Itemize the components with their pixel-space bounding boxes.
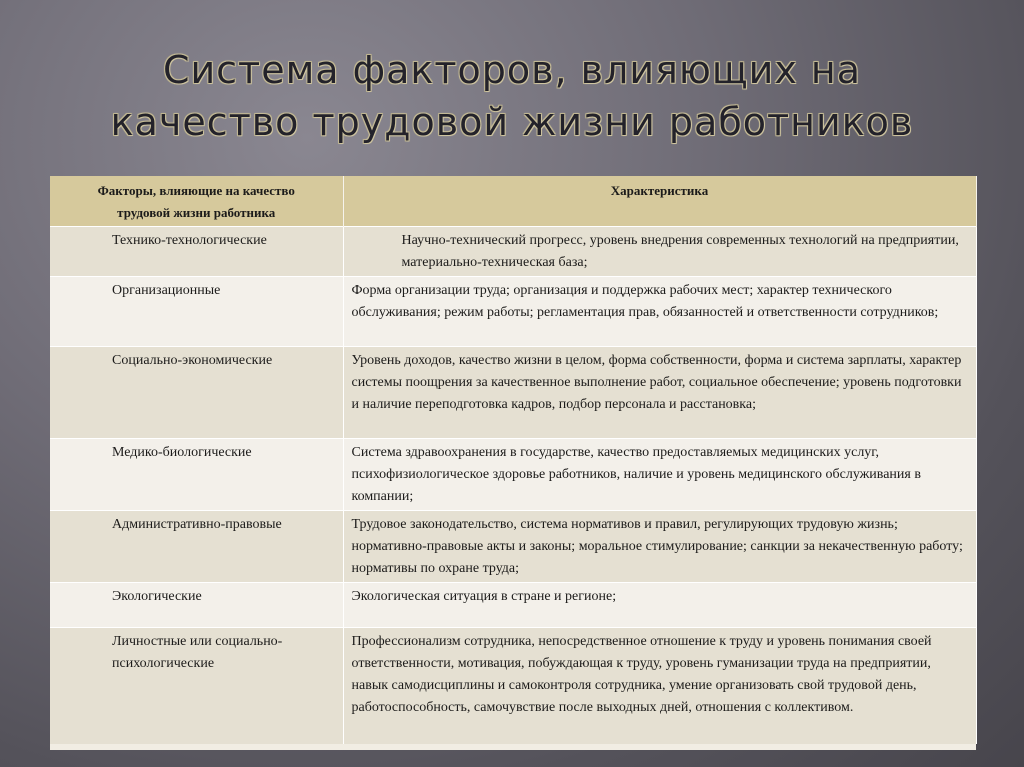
slide-title-line-1: Система факторов, влияющих на bbox=[162, 48, 862, 92]
factor-cell: Административно-правовые bbox=[50, 511, 343, 583]
factor-cell: Медико-биологические bbox=[50, 439, 343, 511]
table-row bbox=[50, 277, 976, 347]
description-cell: Научно-технический прогресс, уровень внедрения современных технологий на предприятии, материально-техническая база; bbox=[343, 227, 976, 277]
table-row bbox=[50, 227, 976, 277]
slide-title-line-2: качество трудовой жизни работников bbox=[110, 100, 914, 144]
factor-cell: Личностные или социально-психологические bbox=[50, 628, 343, 744]
description-cell: Форма организации труда; организация и поддержка рабочих мест; характер технического обслуживания; режим работы; регламентация прав, обязанностей и ответственности сотрудников; bbox=[343, 277, 976, 347]
header-factors: Факторы, влияющие на качество трудовой жизни работника bbox=[50, 176, 343, 227]
table-row bbox=[50, 347, 976, 439]
factors-table bbox=[50, 176, 977, 744]
factor-cell: Организационные bbox=[50, 277, 343, 347]
description-cell: Система здравоохранения в государстве, качество предоставляемых медицинских услуг, психофизиологическое здоровье работников, наличие и уровень медицинского обслуживания в компании; bbox=[343, 439, 976, 511]
table-row bbox=[50, 439, 976, 511]
table-row bbox=[50, 583, 976, 628]
factors-table-container bbox=[50, 176, 976, 750]
table-row bbox=[50, 628, 976, 744]
factor-cell: Технико-технологические bbox=[50, 227, 343, 277]
description-cell: Экологическая ситуация в стране и регионе; bbox=[343, 583, 976, 628]
description-cell: Уровень доходов, качество жизни в целом, форма собственности, форма и система зарплаты, характер системы поощрения за качественное выполнение работ, социальное обеспечение; уровень подготовки и наличие переподготовка кадров, подбор персонала и расстановка; bbox=[343, 347, 976, 439]
table-header-row bbox=[50, 176, 976, 227]
factor-cell: Экологические bbox=[50, 583, 343, 628]
factor-cell: Социально-экономические bbox=[50, 347, 343, 439]
table-row bbox=[50, 511, 976, 583]
slide-title bbox=[0, 44, 1024, 148]
description-cell: Трудовое законодательство, система нормативов и правил, регулирующих трудовую жизнь; нормативно-правовые акты и законы; моральное стимулирование; санкции за некачественную работу; нормативы по охране труда; bbox=[343, 511, 976, 583]
description-cell: Профессионализм сотрудника, непосредственное отношение к труду и уровень понимания своей ответственности, мотивация, побуждающая к труду, уровень гуманизации труда на предприятии, навык самодисциплины и самоконтроля сотрудника, умение организовать свой трудовой день, работоспособность, самочувствие после выходных дней, отношения с коллективом. bbox=[343, 628, 976, 744]
header-characteristic: Характеристика bbox=[343, 176, 976, 227]
